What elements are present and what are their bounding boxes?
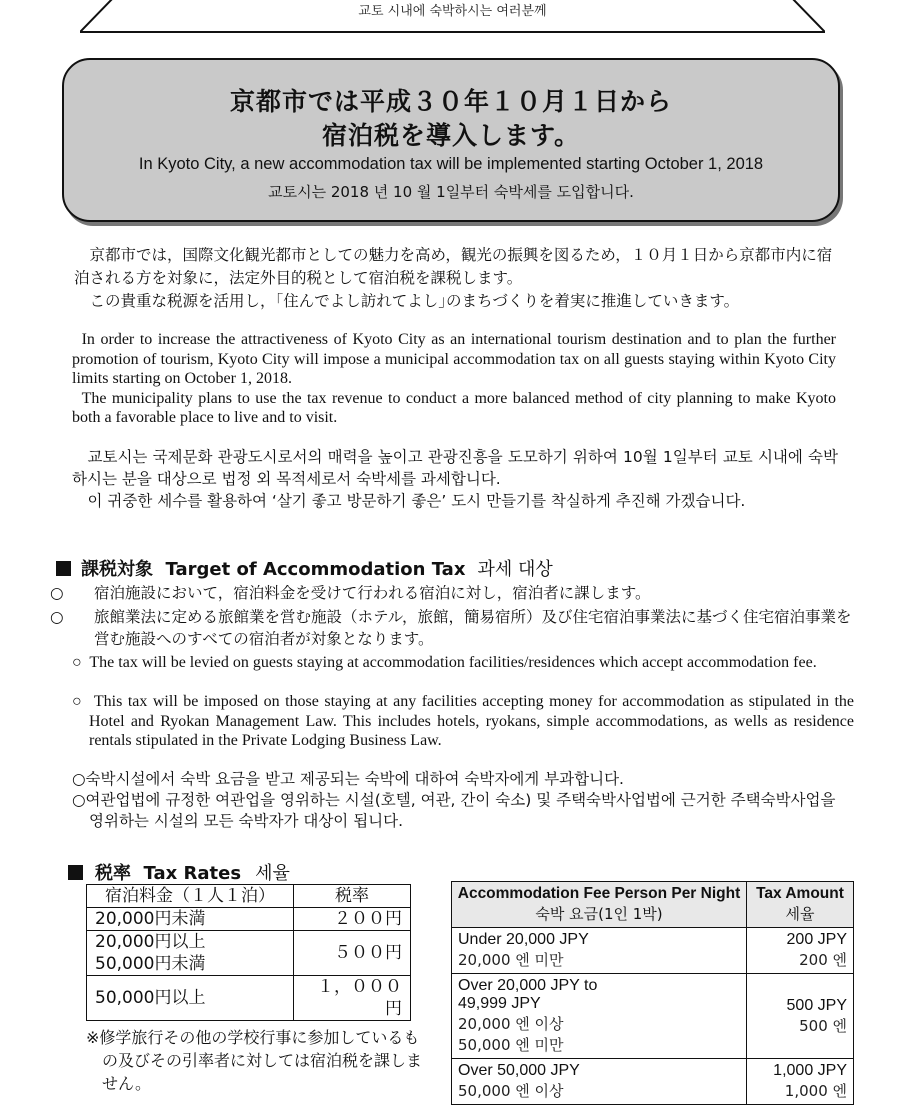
circle-bullet-icon: ○: [50, 584, 64, 602]
intro-ko: [72, 446, 838, 512]
table-row: [87, 976, 411, 1021]
title-ko: 교토시는 2018 년 10 월 1일부터 숙박세를 도입합니다.: [268, 183, 634, 201]
rates-section-heading: [68, 859, 290, 885]
target-ko-item: ○숙박시설에서 숙박 요금을 받고 제공되는 숙박에 대하여 숙박자에게 부과합니다.: [72, 770, 624, 788]
target-jp-item: ○ 旅館業法に定める旅館業を営む施設（ホテル，旅館，簡易宿所）及び住宅宿泊事業法に基づく住宅宿泊事業を営む施設へのすべての宿泊者が対象となります。: [50, 608, 852, 648]
rate-cell: ２００円: [294, 908, 411, 931]
circle-bullet-icon: ○: [72, 693, 84, 710]
tax-cell: 500 JPY 500 엔: [747, 974, 854, 1059]
table-row: [452, 974, 854, 1059]
table-header-cell: Tax Amount 세율: [747, 882, 854, 928]
intro-ko-para: 이 귀중한 세수를 활용하여 ‘살기 좋고 방문하기 좋은’ 도시 만들기를 착실하게 추진해 가겠습니다.: [87, 492, 746, 510]
intro-ko-para: 교토시는 국제문화 관광도시로서의 매력을 높이고 관광진흥을 도모하기 위하여 10월 1일부터 교토 시내에 숙박하시는 분을 대상으로 법정 외 목적세로서 숙박세를 과세합니다.: [72, 448, 838, 488]
fee-cell: 20,000円未満: [87, 908, 294, 931]
circle-bullet-icon: ○: [50, 608, 64, 626]
fee-cell: Over 50,000 JPY 50,000 엔 이상: [452, 1059, 747, 1105]
heading-jp: 課税対象: [81, 559, 153, 580]
tax-cell: 1,000 JPY 1,000 엔: [747, 1059, 854, 1105]
square-bullet-icon: [68, 865, 83, 880]
circle-bullet-icon: ○: [72, 770, 86, 788]
heading-jp: 税率: [95, 863, 131, 884]
intro-jp-para: この貴重な税源を活用し，｢住んでよし訪れてよし｣のまちづくりを着実に推進していきます。: [89, 292, 740, 310]
fee-cell: Over 20,000 JPY to 49,999 JPY 20,000 엔 이상 50,000 엔 미만: [452, 974, 747, 1059]
header-box: [62, 58, 840, 222]
heading-en: Tax Rates: [143, 863, 242, 884]
target-en-item: ○ This tax will be imposed on those staying at any facilities accepting money for accommodation as stipulated in the Hotel and Ryokan Management Law. This includes hotels, ryokans, simple accommodations, as wells as residence rentals stipulated in the Private Lodging Business Law.: [72, 693, 854, 749]
fee-cell: 50,000円以上: [87, 976, 294, 1021]
table-header-cell: Accommodation Fee Person Per Night 숙박 요금(1인 1박): [452, 882, 747, 928]
table-row: [87, 908, 411, 931]
banner-text: 교토 시내에 숙박하시는 여러분께: [358, 4, 547, 19]
title-jp-line1: 京都市では平成３０年１０月１日から: [229, 87, 672, 116]
table-header-row: [87, 885, 411, 908]
table-header-row: [452, 882, 854, 928]
intro-en-para: In order to increase the attractiveness of Kyoto City as an international tourism destination and to plan the further promotion of tourism, Kyoto City will impose a municipal accommodation tax on all guests staying within Kyoto City limits starting on October 1, 2018.: [72, 331, 836, 387]
intro-jp-para: 京都市では，国際文化観光都市としての魅力を高め，観光の振興を図るため，１０月１日から京都市内に宿泊される方を対象に，法定外目的税として宿泊税を課税します。: [74, 246, 833, 287]
rate-cell: ５００円: [294, 931, 411, 976]
table-row: [452, 1059, 854, 1105]
square-bullet-icon: [56, 561, 71, 576]
heading-ko: 과세 대상: [477, 559, 553, 580]
table-header-cell: 税率: [294, 885, 411, 908]
fee-cell: Under 20,000 JPY 20,000 엔 미만: [452, 928, 747, 974]
rate-cell: １，０００円: [294, 976, 411, 1021]
circle-bullet-icon: ○: [72, 791, 86, 809]
jp-rates-table: [86, 884, 411, 1021]
heading-en: Target of Accommodation Tax: [165, 559, 466, 580]
table-row: [452, 928, 854, 974]
tax-cell: 200 JPY 200 엔: [747, 928, 854, 974]
intro-en: [72, 330, 836, 428]
target-ko-item: ○여관업법에 규정한 여관업을 영위하는 시설(호텔, 여관, 간이 숙소) 및 주택숙박사업법에 근거한 주택숙박사업을 영위하는 시설의 모든 숙박자가 대상이 됩니다.: [72, 791, 836, 830]
intro-jp: [74, 244, 844, 313]
heading-ko: 세율: [255, 863, 290, 884]
fee-cell: 20,000円以上 50,000円未満: [87, 931, 294, 976]
target-en-item: ○ The tax will be levied on guests staying at accommodation facilities/residences which accept accommodation fee.: [72, 654, 817, 671]
circle-bullet-icon: ○: [72, 654, 82, 671]
title-jp-line2: 宿泊税を導入します。: [321, 121, 580, 150]
table-header-cell: 宿泊料金（１人１泊）: [87, 885, 294, 908]
target-section-heading: [56, 555, 553, 581]
title-en: In Kyoto City, a new accommodation tax will be implemented starting October 1, 2018: [138, 155, 764, 173]
table-row: [87, 931, 411, 976]
en-rates-table: [451, 881, 854, 1105]
intro-en-para: The municipality plans to use the tax revenue to conduct a more balanced method of city planning to make Kyoto both a favorable place to live and to visit.: [72, 389, 836, 426]
top-banner: [80, 0, 825, 35]
school-trip-note: ※修学旅行その他の学校行事に参加しているもの及びその引率者に対しては宿泊税を課しません。: [86, 1028, 423, 1093]
target-jp-item: ○ 宿泊施設において，宿泊料金を受けて行われる宿泊に対し，宿泊者に課します。: [50, 584, 651, 602]
